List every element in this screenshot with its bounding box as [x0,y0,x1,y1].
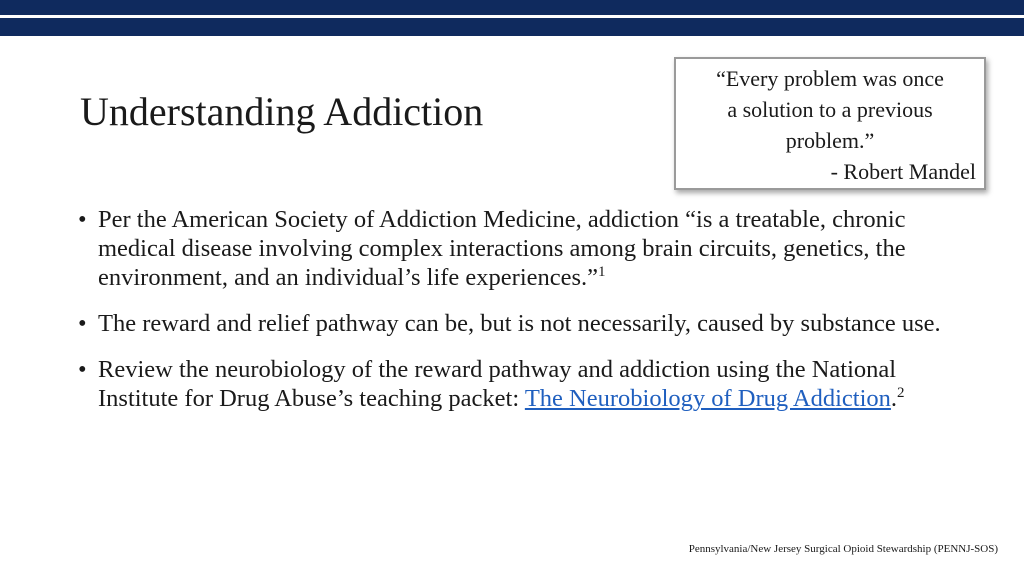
bullet-dot: • [78,356,87,383]
slide-title: Understanding Addiction [80,89,484,134]
quote-line-2: a solution to a previous [727,97,933,122]
bullet-item [78,355,958,413]
quote-line-1: “Every problem was once [716,66,944,91]
quote-line-3: problem.” [785,128,875,153]
bullet-text-end: . [890,385,898,412]
bullet-text: The reward and relief pathway can be, but is not necessarily, caused by substance use. [98,310,941,337]
header-stripe [0,15,1024,18]
bullet-text: Per the American Society of Addiction Medicine, addiction “is a treatable, chronic medical disease involving complex interactions among brain circuits, genetics, the environment, and an individual’s life experiences.” [98,206,906,291]
quote-author: - Robert Mandel [830,159,976,184]
bullet-dot: • [78,206,87,233]
bullet-item [78,205,958,292]
bullet-item [78,309,958,338]
bullet-list [78,205,958,430]
header-bar [0,0,1024,36]
reference-superscript: 2 [897,385,905,401]
reference-superscript: 1 [598,264,606,280]
bullet-text: Review the neurobiology of the reward pathway and addiction using the National Institute for Drug Abuse’s teaching packet: [98,356,897,412]
bullet-dot: • [78,310,87,337]
quote-box [674,57,986,190]
footer-text: Pennsylvania/New Jersey Surgical Opioid Stewardship (PENNJ-SOS) [688,543,998,555]
neurobiology-link[interactable]: The Neurobiology of Drug Addiction [524,385,891,412]
